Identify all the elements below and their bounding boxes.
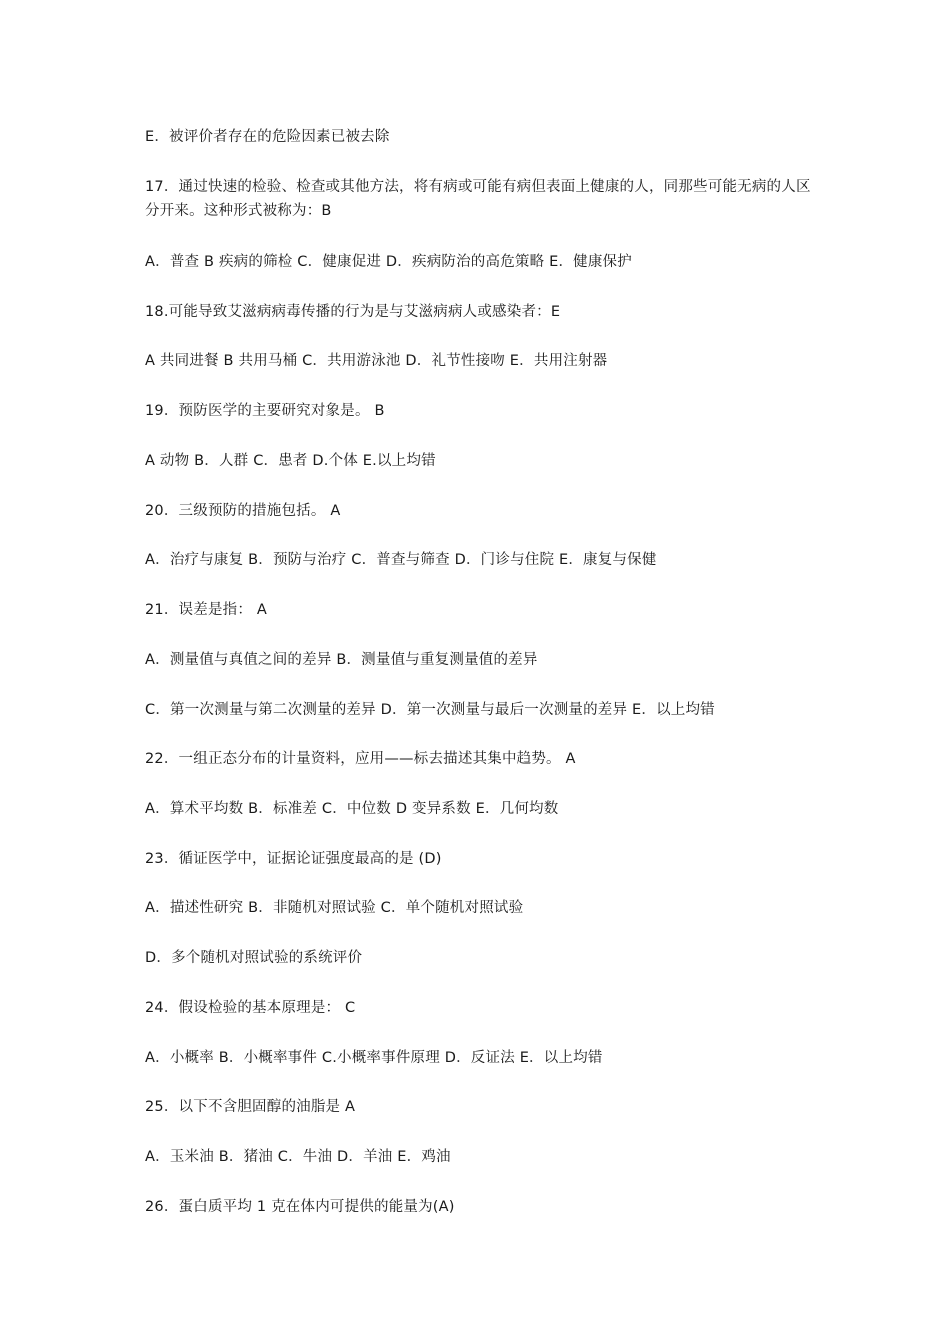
- question-23: 23．循证医学中，证据论证强度最高的是 (D): [145, 851, 442, 867]
- options-21-line-1: A．测量值与真值之间的差异 B．测量值与重复测量值的差异: [145, 652, 538, 668]
- question-21: 21．误差是指： A: [145, 602, 267, 618]
- options-21-line-2: C．第一次测量与第二次测量的差异 D．第一次测量与最后一次测量的差异 E．以上均错: [145, 702, 715, 718]
- options-24: A．小概率 B．小概率事件 C.小概率事件原理 D．反证法 E．以上均错: [145, 1050, 603, 1066]
- options-19: A 动物 B．人群 C．患者 D.个体 E.以上均错: [145, 453, 436, 469]
- options-22: A．算术平均数 B．标准差 C．中位数 D 变异系数 E．几何均数: [145, 801, 559, 817]
- question-19: 19．预防医学的主要研究对象是。 B: [145, 403, 385, 419]
- options-23-line-2: D．多个随机对照试验的系统评价: [145, 950, 363, 966]
- question-25: 25．以下不含胆固醇的油脂是 A: [145, 1099, 356, 1115]
- question-26: 26．蛋白质平均 1 克在体内可提供的能量为(A): [145, 1199, 455, 1215]
- question-18: 18.可能导致艾滋病病毒传播的行为是与艾滋病病人或感染者：E: [145, 304, 561, 320]
- options-25: A．玉米油 B．猪油 C．牛油 D．羊油 E．鸡油: [145, 1149, 451, 1165]
- question-17: 17．通过快速的检验、检查或其他方法，将有病或可能有病但表面上健康的人，同那些可能无病的人区分开来。这种形式被称为：B: [145, 179, 811, 219]
- options-17: A．普查 B 疾病的筛检 C．健康促进 D．疾病防治的高危策略 E．健康保护: [145, 254, 632, 270]
- option-line-e: E．被评价者存在的危险因素已被去除: [145, 129, 390, 145]
- question-20: 20．三级预防的措施包括。 A: [145, 503, 341, 519]
- options-23-line-1: A．描述性研究 B．非随机对照试验 C．单个随机对照试验: [145, 900, 524, 916]
- options-18: A 共同进餐 B 共用马桶 C．共用游泳池 D．礼节性接吻 E．共用注射器: [145, 353, 608, 369]
- options-20: A．治疗与康复 B．预防与治疗 C．普查与筛查 D．门诊与住院 E．康复与保健: [145, 552, 657, 568]
- question-24: 24．假设检验的基本原理是： C: [145, 1000, 356, 1016]
- question-22: 22．一组正态分布的计量资料，应用——标去描述其集中趋势。 A: [145, 751, 576, 767]
